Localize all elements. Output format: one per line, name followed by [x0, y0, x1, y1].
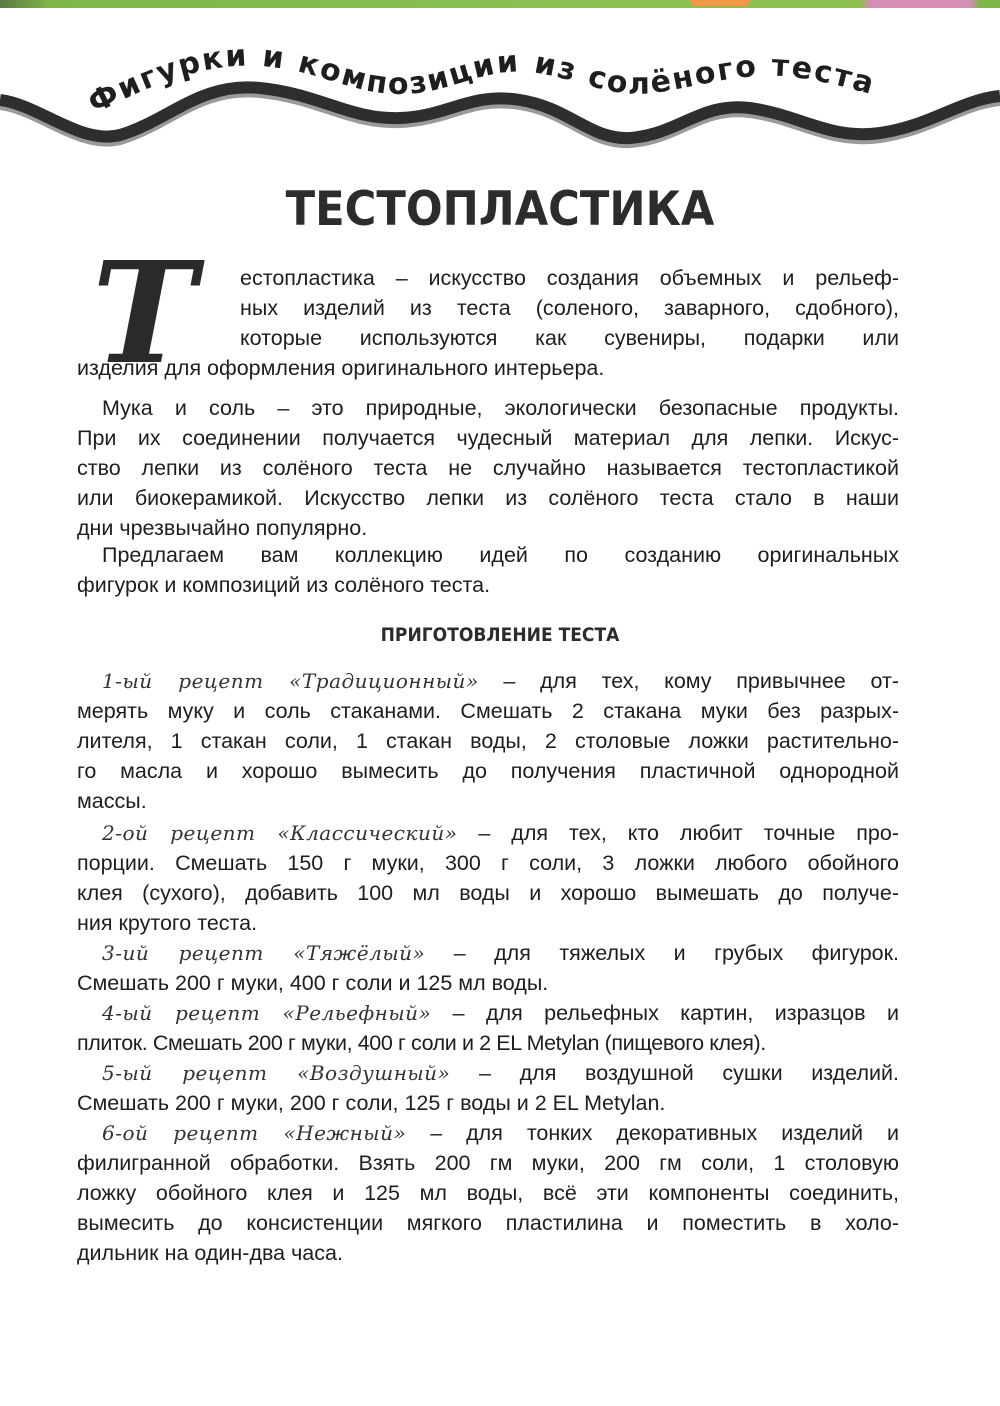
recipe-title: 3-ий рецепт «Тяжёлый» — [102, 941, 426, 965]
recipe-title: 4-ый рецепт «Рельефный» — [102, 1001, 432, 1025]
recipe-title: 2-ой рецепт «Классический» — [102, 821, 458, 845]
recipe-line: ния крутого теста. — [77, 911, 258, 935]
recipe-title: 5-ый рецепт «Воздушный» — [102, 1061, 451, 1085]
page-title: ТЕСТОПЛАСТИКА — [285, 182, 715, 237]
intro-line: изделия для оформления оригинального интерьера. — [77, 356, 605, 380]
header-banner — [0, 20, 1000, 170]
paragraph-line: При их соединении получается чудесный материал для лепки. Искус- — [77, 426, 899, 450]
recipe-6 — [77, 1118, 899, 1268]
recipe-title: 6-ой рецепт «Нежный» — [102, 1121, 407, 1145]
recipe-line: 3-ий рецепт «Тяжёлый» – для тяжелых и грубых фигурок. — [102, 941, 899, 965]
recipe-line: 4-ый рецепт «Рельефный» – для рельефных картин, изразцов и — [102, 1001, 899, 1025]
paragraph-line: Предлагаем вам коллекцию идей по созданию оригинальных — [102, 543, 899, 567]
recipe-line: порции. Смешать 150 г муки, 300 г соли, 3 ложки любого обойного — [77, 851, 899, 875]
recipe-3 — [77, 938, 899, 998]
intro-line: естопластика – искусство создания объемных и рельеф- — [240, 266, 899, 290]
recipe-line: Смешать 200 г муки, 400 г соли и 125 мл воды. — [77, 971, 549, 995]
paragraph — [77, 540, 899, 600]
top-color-strip — [0, 0, 1000, 8]
paragraph-line: Мука и соль – это природные, экологически безопасные продукты. — [102, 396, 899, 420]
intro-paragraph — [240, 263, 899, 353]
recipe-1 — [77, 666, 899, 816]
intro-line: ных изделий из теста (соленого, заварного, сдобного), — [240, 296, 899, 320]
recipe-line: лителя, 1 стакан соли, 1 стакан воды, 2 столовые ложки растительно- — [77, 729, 899, 753]
banner-text: Фигурки и композиции из солёного теста — [82, 38, 880, 122]
recipe-title: 1-ый рецепт «Традиционный» — [102, 669, 479, 693]
recipe-2 — [77, 818, 899, 938]
decorative-blob — [690, 0, 750, 6]
recipe-5 — [77, 1058, 899, 1118]
paragraph-line: фигурок и композиций из солёного теста. — [77, 573, 491, 597]
recipe-line: 6-ой рецепт «Нежный» – для тонких декоративных изделий и — [102, 1121, 899, 1145]
recipe-line: 1-ый рецепт «Традиционный» – для тех, кому привычнее от- — [102, 669, 900, 693]
recipe-line: Смешать 200 г муки, 200 г соли, 125 г воды и 2 EL Metylan. — [77, 1091, 666, 1115]
paragraph-line: или биокерамикой. Искусство лепки из солёного теста стало в наши — [77, 486, 899, 510]
paragraph — [77, 393, 899, 543]
recipe-line: филигранной обработки. Взять 200 гм муки, 200 гм соли, 1 столовую — [77, 1151, 899, 1175]
recipe-line: ложку обойного клея и 125 мл воды, всё эти компоненты соединить, — [77, 1181, 899, 1205]
paragraph-line: дни чрезвычайно популярно. — [77, 516, 368, 540]
paragraph-line: ство лепки из солёного теста не случайно называется тестопластикой — [77, 456, 899, 480]
section-title: ПРИГОТОВЛЕНИЕ ТЕСТА — [380, 624, 620, 646]
recipe-line: массы. — [77, 789, 147, 813]
recipe-line: 2-ой рецепт «Классический» – для тех, кто любит точные про- — [102, 821, 899, 845]
svg-text:Т: Т — [92, 252, 197, 382]
recipe-line: плиток. Смешать 200 г муки, 400 г соли и 2 EL Metylan (пищевого клея). — [77, 1031, 766, 1055]
recipe-line: 5-ый рецепт «Воздушный» – для воздушной сушки изделий. — [102, 1061, 900, 1085]
recipe-4 — [77, 998, 899, 1058]
recipe-line: клея (сухого), добавить 100 мл воды и хорошо вымешать до получе- — [77, 881, 899, 905]
intro-line: которые используются как сувениры, подарки или — [240, 326, 899, 350]
recipe-line: мерять муку и соль стаканами. Смешать 2 стакана муки без разрых- — [77, 699, 899, 723]
recipe-line: дильник на один-два часа. — [77, 1241, 343, 1265]
recipe-line: го масла и хорошо вымесить до получения пластичной однородной — [77, 759, 899, 783]
intro-paragraph-tail — [77, 353, 899, 383]
recipe-line: вымесить до консистенции мягкого пластилина и поместить в холо- — [77, 1211, 899, 1235]
